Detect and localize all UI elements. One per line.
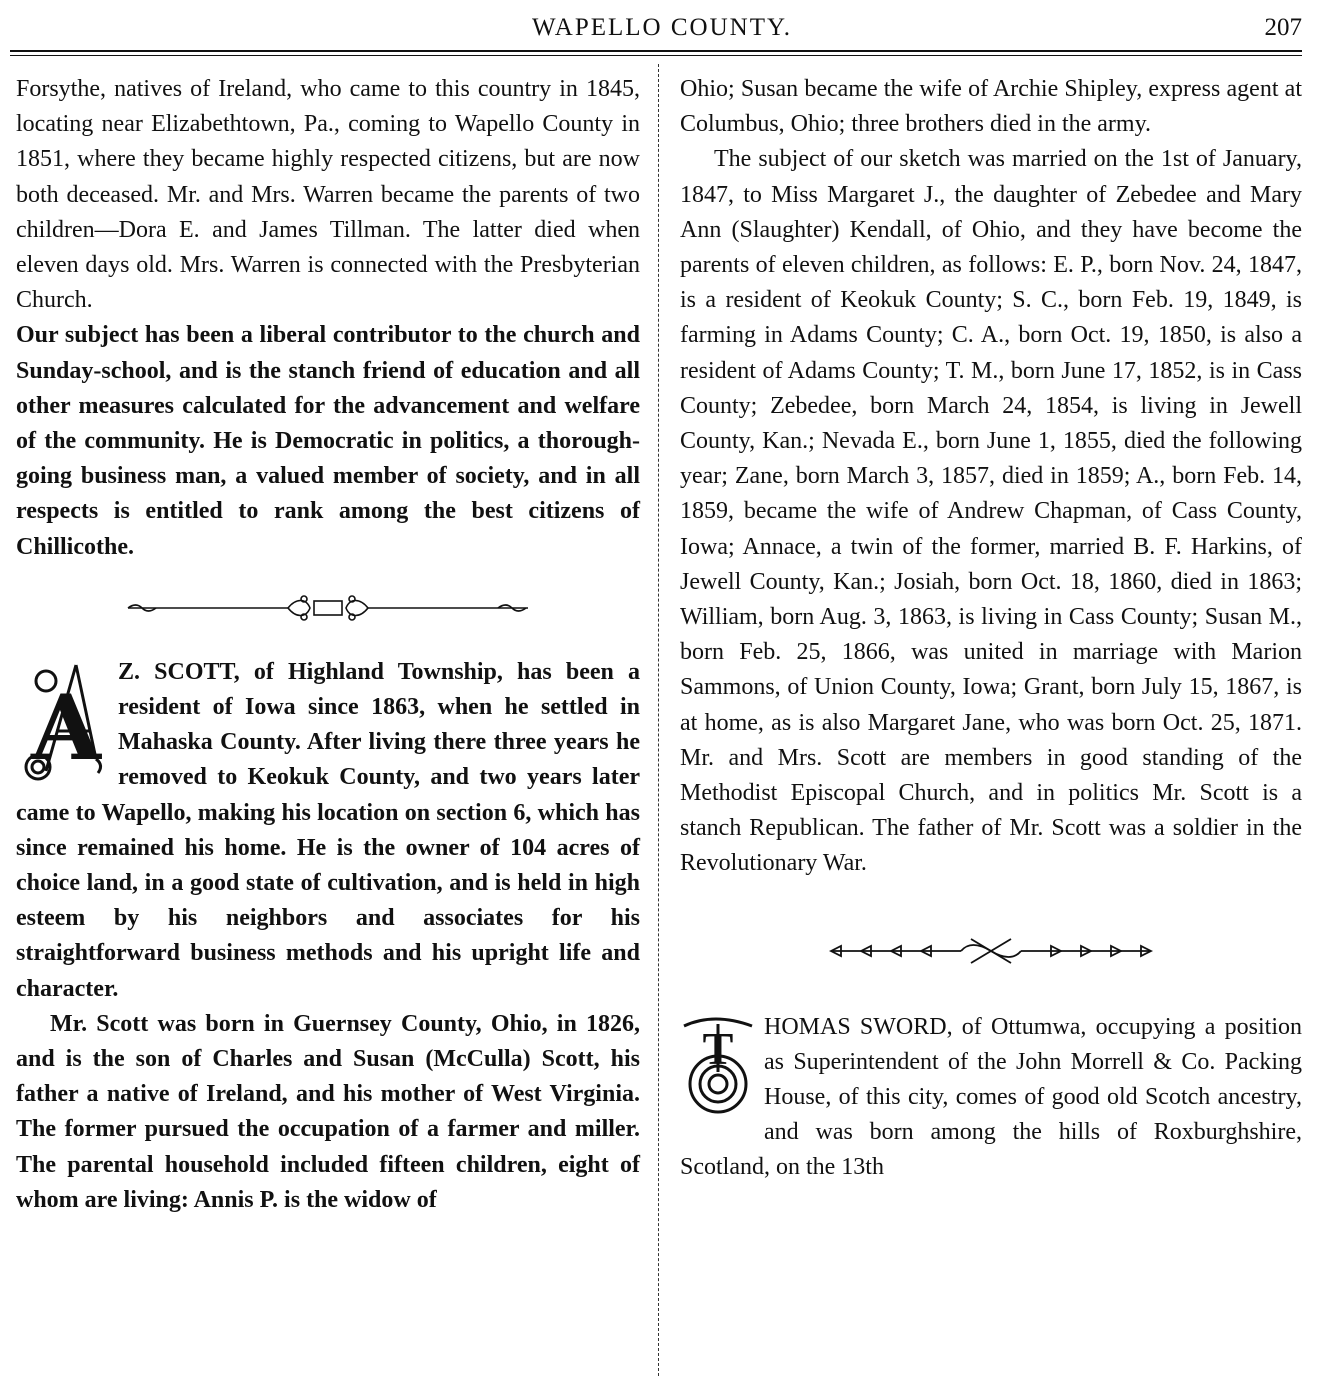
- svg-text:T: T: [702, 1022, 734, 1074]
- scott-birth-paragraph: Mr. Scott was born in Guernsey County, Ohio, in 1826, and is the son of Charles and Susan (McCulla) Scott, his father a native of Ireland, and his mother of West Virginia. The former pursued the occupation of a farmer and miller. The parental household included fifteen children, eight of whom are living: Annis P. is the widow of: [16, 1010, 640, 1213]
- sword-biography: [680, 1010, 1302, 1186]
- scott-biography: [16, 655, 640, 1218]
- column-divider: [658, 64, 659, 1376]
- svg-text:A: A: [31, 674, 101, 781]
- warren-paragraph-end: Forsythe, natives of Ireland, who came to this country in 1845, locating near Elizabethtown, Pa., coming to Wapello County in 1851, where they became highly respected citizens, but are now both deceased. Mr. and Mrs. Warren became the parents of two children—Dora E. and James Tillman. The latter died when eleven days old. Mrs. Warren is connected with the Presbyterian Church.: [16, 76, 640, 314]
- scott-intro-paragraph: Z. SCOTT, of Highland Township, has been a resident of Iowa since 1863, when he settled in Mahaska County. After living there three years he removed to Keokuk County, and two years later came to Wapello, making his location on section 6, which has since remained his home. He is the owner of 104 acres of choice land, in a good state of cultivation, and is held in high esteem by his neighbors and associates for his straightforward business methods and his upright life and character.: [16, 658, 640, 1002]
- ornament-divider-icon: [821, 936, 1161, 966]
- sword-intro-paragraph: HOMAS SWORD, of Ottumwa, occupying a position as Superintendent of the John Morrell & Co. Packing House, of this city, comes of good old Scotch ancestry, and was born among the hills of Roxburghshire, Scotland, on the 13th: [680, 1013, 1302, 1181]
- ornate-initial-a-icon: [16, 659, 108, 781]
- right-column: [680, 72, 1302, 1186]
- scott-siblings-paragraph: Ohio; Susan became the wife of Archie Shipley, express agent at Columbus, Ohio; three brothers died in the army.: [680, 76, 1302, 138]
- left-column: [16, 72, 640, 1218]
- page-header: [0, 0, 1324, 44]
- ornament-divider-icon: [118, 595, 538, 621]
- header-rule-thin: [10, 55, 1302, 56]
- running-title: WAPELLO COUNTY.: [531, 14, 793, 41]
- page-number: 207: [1264, 14, 1302, 41]
- ornate-initial-t-icon: [680, 1012, 756, 1122]
- scott-marriage-paragraph: The subject of our sketch was married on the 1st of January, 1847, to Miss Margaret J., the daughter of Zebedee and Mary Ann (Slaughter) Kendall, of Ohio, and they have become the parents of eleven children, as follows: E. P., born Nov. 24, 1847, is a resident of Keokuk County; S. C., born Feb. 19, 1849, is farming in Adams County; C. A., born Oct. 19, 1850, is also a resident of Adams County; T. M., born June 17, 1852, is in Cass County; Zebedee, born March 24, 1854, is living in Jewell County, Kan.; Nevada E., born June 1, 1855, died the following year; Zane, born March 3, 1857, died in 1859; A., born Feb. 14, 1859, became the wife of Andrew Chapman, of Cass County, Iowa; Annace, a twin of the former, married B. F. Harkins, of Jewell County, Kan.; Josiah, born Oct. 18, 1860, died in 1863; William, born Aug. 3, 1863, is living in Cass County; Susan M., born Feb. 25, 1866, was united in marriage with Marion Sammons, of Union County, Iowa; Grant, born July 15, 1867, is at home, as is also Margaret Jane, who was born Oct. 25, 1871. Mr. and Mrs. Scott are members in good standing of the Methodist Episcopal Church, and in politics Mr. Scott is a stanch Republican. The father of Mr. Scott was a soldier in the Revolutionary War.: [680, 146, 1302, 877]
- header-rule-thick: [10, 50, 1302, 52]
- warren-paragraph-close: Our subject has been a liberal contributor to the church and Sunday-school, and is the stanch friend of education and all other measures calculated for the advancement and welfare of the community. He is Democratic in politics, a thorough-going business man, a valued member of society, and in all respects is entitled to rank among the best citizens of Chillicothe.: [16, 322, 640, 560]
